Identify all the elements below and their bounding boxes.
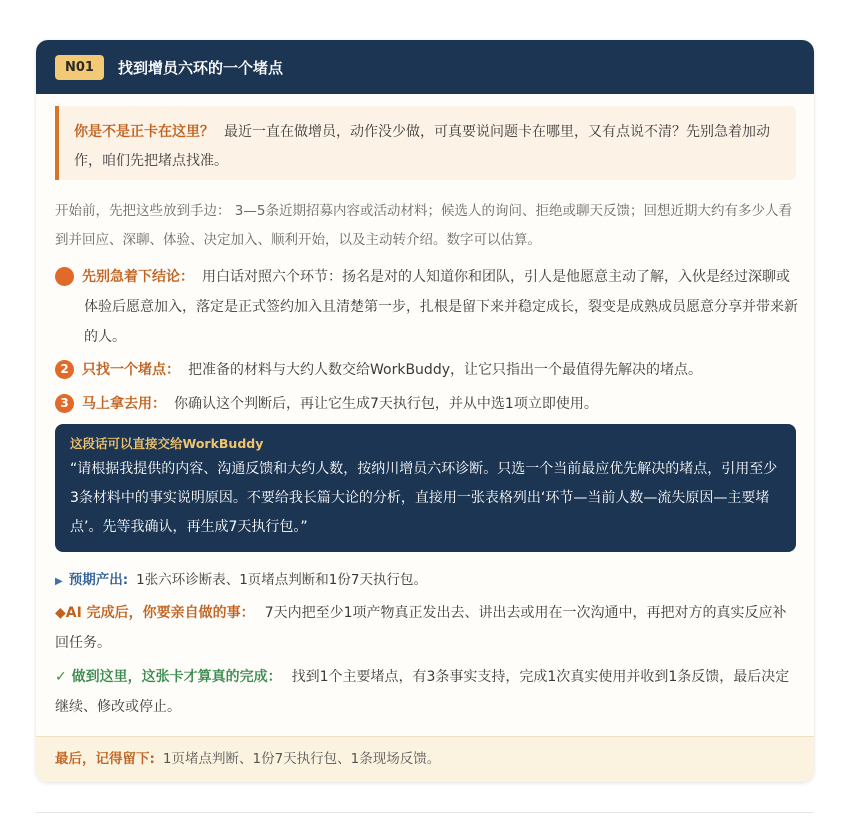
card-number-badge: N01 [55, 55, 104, 80]
done-label: ✓ 做到这里，这张卡才算真的完成： [55, 669, 282, 685]
step-number-badge: 2 [55, 360, 74, 379]
output-text: 1张六环诊断表、1页堵点判断和1份7天执行包。 [136, 572, 427, 588]
footer-label: 最后，记得留下: [55, 751, 155, 767]
card-header [36, 40, 814, 94]
human-todo [55, 598, 800, 658]
task-card [36, 40, 814, 782]
todo-text: 7天内把至少1项产物真正发出去、讲出去或用在一次沟通中，再把对方的真实反应补回任务。 [55, 605, 787, 651]
step-text: 用白话对照六个环节：扬名是对的人知道你和团队，引人是他愿意主动了解，入伙是经过深聊或体验后愿意加入，落定是正式签约加入且清楚第一步，扎根是留下来并稳定成长，裂变是成熟成员愿意分享并带来新的人。 [84, 269, 798, 345]
completion-criteria [55, 662, 800, 722]
expected-output [55, 566, 427, 596]
prompt-box [55, 424, 796, 552]
callout-text: 最近一直在做增员，动作没少做，可真要说问题卡在哪里，又有点说不清？先别急着加动作，咱们先把堵点找准。 [74, 124, 770, 169]
card-footer [36, 736, 814, 782]
bottom-divider [36, 812, 814, 813]
step-label: 只找一个堵点： [82, 362, 180, 378]
callout-lead: 你是不是正卡在这里？ [74, 124, 214, 140]
prep-paragraph: 开始前，先把这些放到手边： 3—5条近期招募内容或活动材料；候选人的询问、拒绝或聊天反馈；回想近期大约有多少人看到并回应、深聊、体验、决定加入、顺利开始，以及主动转介绍。数字可以估算。 [55, 203, 792, 248]
step-number-badge: 1 [55, 267, 74, 286]
todo-label: ◆AI 完成后，你要亲自做的事： [55, 605, 255, 621]
step-number-badge: 3 [55, 394, 74, 413]
intro-callout [55, 106, 796, 180]
triangle-right-icon: ▶ [55, 576, 63, 587]
done-text: 找到1个主要堵点，有3条事实支持，完成1次真实使用并收到1条反馈，最后决定继续、修改或停止。 [55, 669, 790, 715]
footer-text: 1页堵点判断、1份7天执行包、1条现场反馈。 [162, 751, 441, 767]
step-text: 把准备的材料与大约人数交给WorkBuddy，让它只指出一个最值得先解决的堵点。 [188, 362, 702, 378]
card-title: 找到增员六环的一个堵点 [117, 58, 283, 77]
step-2 [55, 355, 800, 385]
output-label: 预期产出: [68, 572, 129, 588]
step-1 [45, 262, 800, 352]
step-label: 先别急着下结论： [82, 269, 194, 285]
step-3 [55, 389, 800, 419]
step-text: 你确认这个判断后，再让它生成7天执行包，并从中选1项立即使用。 [174, 396, 598, 412]
prompt-title: 这段话可以直接交给WorkBuddy [70, 436, 264, 451]
step-label: 马上拿去用： [82, 396, 166, 412]
prompt-text: “请根据我提供的内容、沟通反馈和大约人数，按纳川增员六环诊断。只选一个当前最应优先解决的堵点，引用至少3条材料中的事实说明原因。不要给我长篇大论的分析，直接用一张表格列出‘环节—当前人数—流失原因—主要堵点’。先等我确认，再生成7天执行包。” [70, 461, 778, 535]
